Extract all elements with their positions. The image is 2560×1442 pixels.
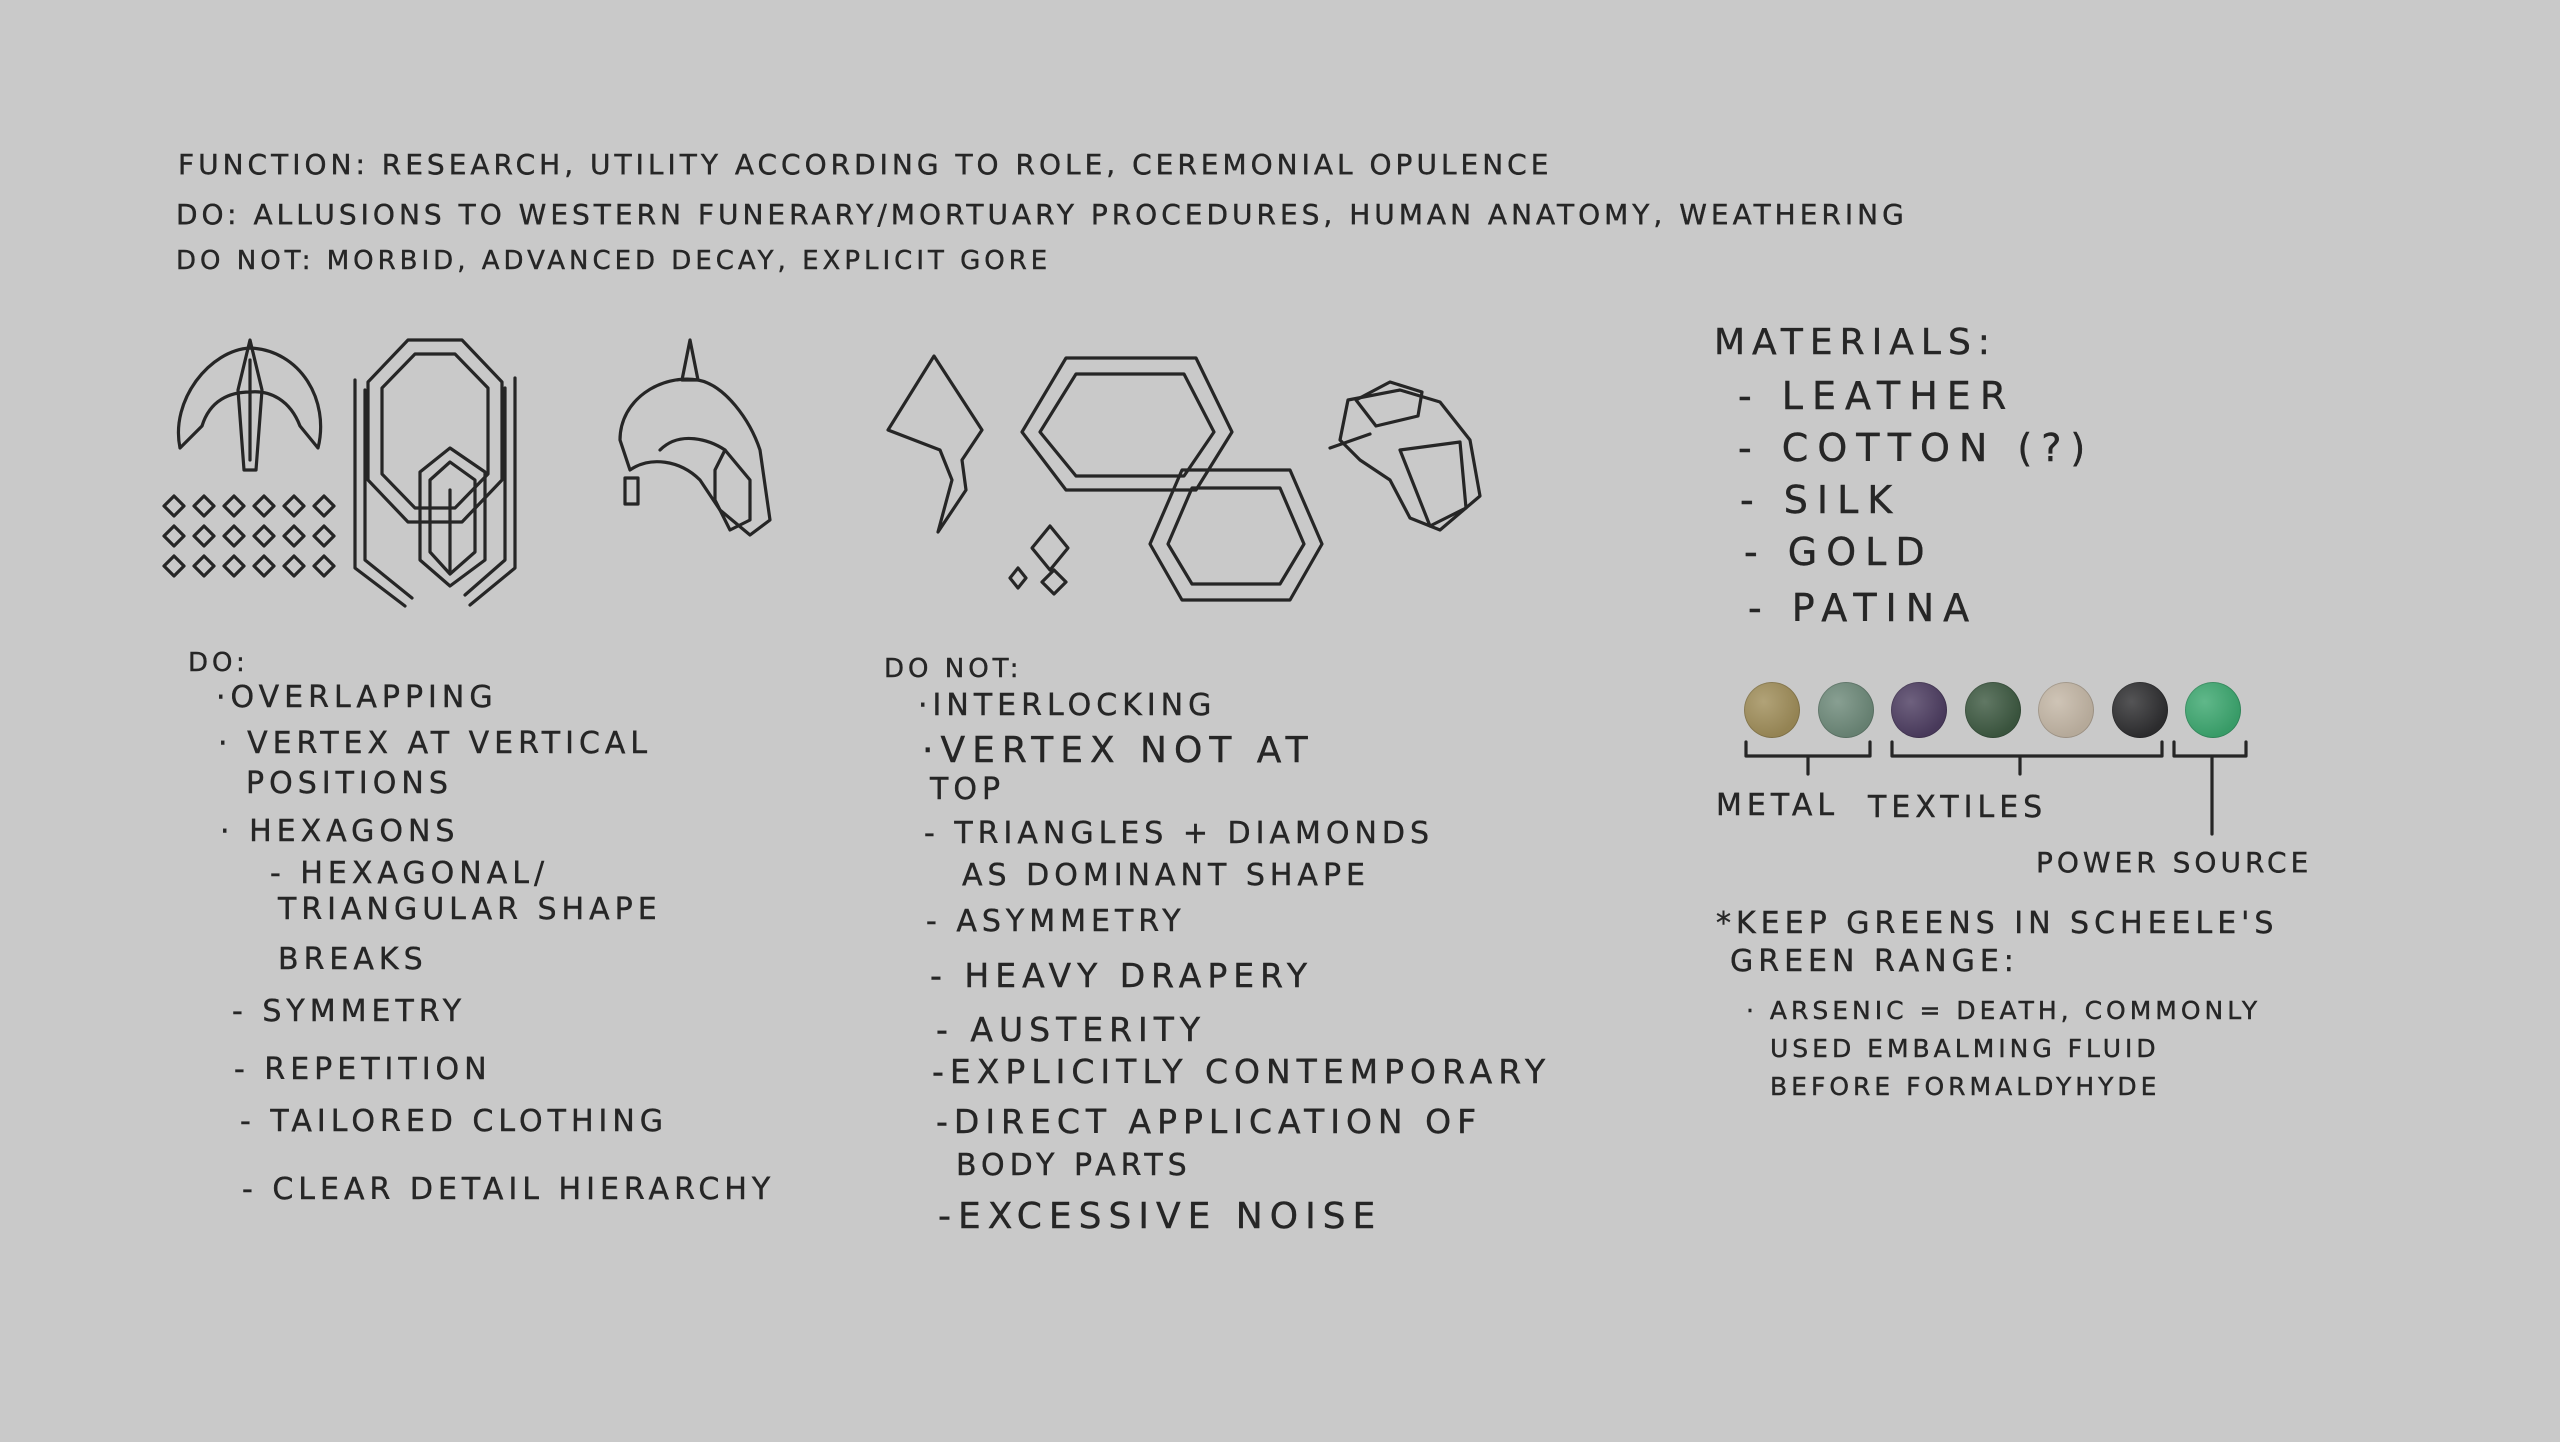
do-line: DO: ALLUSIONS TO WESTERN FUNERARY/MORTUARY PROCEDURES, HUMAN ANATOMY, WEATHERING — [176, 198, 1908, 231]
green-note-line-2: GREEN RANGE: — [1730, 944, 2019, 979]
list-item: -DIRECT APPLICATION OF — [936, 1102, 1483, 1141]
do-not-line: DO NOT: MORBID, ADVANCED DECAY, EXPLICIT GORE — [176, 246, 1052, 276]
list-item: AS DOMINANT SHAPE — [962, 858, 1370, 893]
list-item: TRIANGULAR SHAPE — [278, 892, 662, 927]
do-list-heading: DO: — [188, 648, 249, 678]
list-item: BREAKS — [278, 942, 428, 977]
list-item: - HEXAGONAL/ — [270, 856, 550, 891]
diamond-sketch — [888, 356, 982, 532]
materials-heading: MATERIALS: — [1714, 322, 1997, 363]
list-item: - TRIANGLES + DIAMONDS — [924, 816, 1435, 851]
list-item: - TAILORED CLOTHING — [240, 1104, 669, 1139]
list-item: POSITIONS — [246, 766, 453, 801]
metal-label: METAL — [1716, 788, 1840, 823]
dark-green-swatch — [1965, 682, 2021, 738]
small-diamonds-sketch — [1010, 526, 1068, 594]
list-item: - REPETITION — [234, 1052, 492, 1087]
list-item: - SYMMETRY — [232, 994, 467, 1029]
angular-pauldron-sketch — [1330, 382, 1480, 530]
overlapping-hexagons-sketch — [355, 340, 515, 606]
gold-swatch — [1744, 682, 1800, 738]
pauldron-sketch — [620, 340, 770, 535]
list-item: ·VERTEX NOT AT — [922, 730, 1315, 771]
list-item: - AUSTERITY — [936, 1010, 1207, 1049]
metal-bracket — [1746, 742, 1870, 774]
list-item: ·INTERLOCKING — [918, 688, 1217, 723]
power-bracket — [2174, 742, 2246, 834]
function-line: FUNCTION: RESEARCH, UTILITY ACCORDING TO ROLE, CEREMONIAL OPULENCE — [178, 148, 1553, 181]
arsenic-note-line-1: · ARSENIC = DEATH, COMMONLY — [1746, 996, 2262, 1025]
material-item: - PATINA — [1748, 586, 1979, 630]
list-item: -EXPLICITLY CONTEMPORARY — [932, 1052, 1552, 1091]
beige-swatch — [2038, 682, 2094, 738]
crest-sketch — [178, 340, 320, 470]
list-item: · HEXAGONS — [220, 814, 460, 849]
list-item: BODY PARTS — [956, 1148, 1192, 1183]
list-item: -EXCESSIVE NOISE — [938, 1196, 1383, 1237]
material-item: - GOLD — [1744, 530, 1934, 574]
arsenic-note-line-2: USED EMBALMING FLUID — [1770, 1034, 2160, 1063]
scheele-green-swatch — [2185, 682, 2241, 738]
textiles-label: TEXTILES — [1868, 790, 2048, 825]
green-note-line-1: *KEEP GREENS IN SCHEELE'S — [1716, 906, 2279, 941]
list-item: - CLEAR DETAIL HIERARCHY — [242, 1172, 776, 1207]
diamond-grid-sketch — [164, 496, 334, 576]
textiles-bracket — [1892, 742, 2162, 774]
list-item: - ASYMMETRY — [926, 904, 1186, 939]
list-item: · VERTEX AT VERTICAL — [218, 726, 653, 761]
arsenic-note-line-3: BEFORE FORMALDYHYDE — [1770, 1072, 2161, 1101]
power-source-label: POWER SOURCE — [2036, 846, 2313, 879]
charcoal-swatch — [2112, 682, 2168, 738]
do-not-shape-sketches — [870, 330, 1520, 610]
material-item: - LEATHER — [1738, 374, 2016, 418]
purple-swatch — [1891, 682, 1947, 738]
patina-swatch — [1818, 682, 1874, 738]
list-item: - HEAVY DRAPERY — [930, 956, 1314, 995]
list-item: TOP — [930, 772, 1006, 807]
interlocking-hexagons-sketch — [1022, 358, 1322, 600]
list-item: ·OVERLAPPING — [216, 680, 498, 715]
do-not-list-heading: DO NOT: — [884, 654, 1023, 684]
material-item: - SILK — [1740, 478, 1902, 522]
material-item: - COTTON (?) — [1738, 426, 2095, 470]
do-shape-sketches — [150, 330, 800, 610]
